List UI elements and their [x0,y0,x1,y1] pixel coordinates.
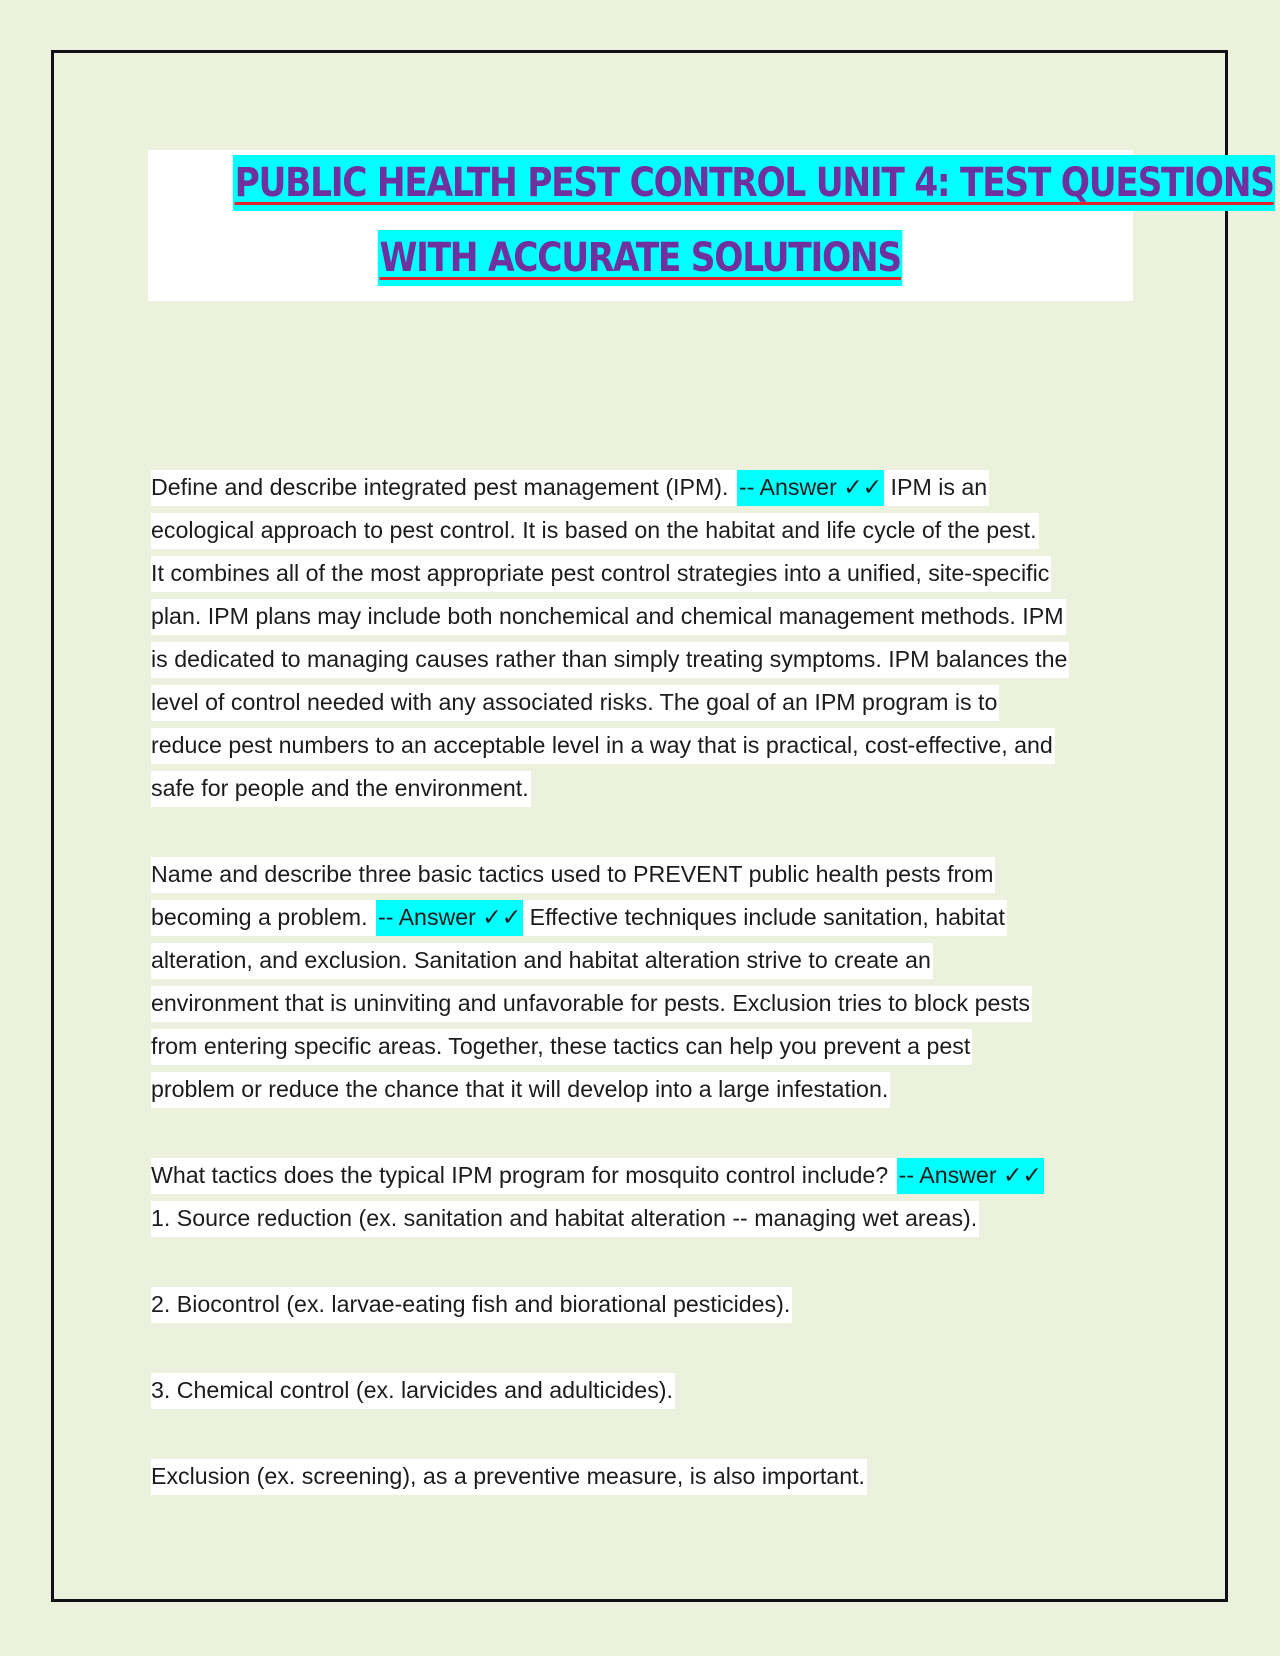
title-line-1 [148,154,1274,229]
q3-answer-note [151,1455,1136,1498]
q2-question-text: Name and describe three basic tactics used to PREVENT public health pests from [151,857,995,893]
q2-line-5 [151,1025,1136,1068]
question-3 [151,1154,1136,1240]
q2-answer-text: problem or reduce the chance that it will develop into a large infestation. [151,1072,890,1108]
q1-line-6 [151,681,1136,724]
q3-answer-text: 2. Biocontrol (ex. larvae-eating fish and biorational pesticides). [151,1287,792,1323]
question-1 [151,466,1136,810]
q1-answer-text: plan. IPM plans may include both nonchemical and chemical management methods. IPM [151,599,1066,635]
q1-question-text: Define and describe integrated pest management (IPM). [151,470,737,506]
q3-line-1 [151,1154,1136,1197]
q2-line-1 [151,853,1136,896]
q1-answer-text: level of control needed with any associated risks. The goal of an IPM program is to [151,685,999,721]
q3-answer-text: 3. Chemical control (ex. larvicides and adulticides). [151,1373,675,1409]
q3-answer-item-3 [151,1369,1136,1412]
q1-line-5 [151,638,1136,681]
q2-line-3 [151,939,1136,982]
q3-answer-text: Exclusion (ex. screening), as a preventive measure, is also important. [151,1459,867,1495]
q1-line-3 [151,552,1136,595]
q2-answer-text: alteration, and exclusion. Sanitation and habitat alteration strive to create an [151,943,933,979]
q1-answer-start: IPM is an [884,470,989,506]
title-text-2: WITH ACCURATE SOLUTIONS [378,230,903,286]
question-2 [151,853,1136,1111]
answer-tag: -- Answer ✓✓ [737,470,884,506]
q2-line-4 [151,982,1136,1025]
q1-answer-text: is dedicated to managing causes rather than simply treating symptoms. IPM balances the [151,642,1069,678]
q1-line-4 [151,595,1136,638]
q1-line-8 [151,767,1136,810]
q1-line-2 [151,509,1136,552]
document-body [151,466,1136,1541]
q3-question-text: What tactics does the typical IPM program for mosquito control include? [151,1158,897,1194]
q1-line-7 [151,724,1136,767]
q1-answer-text: ecological approach to pest control. It is based on the habitat and life cycle of the pest. [151,513,1039,549]
q2-question-text: becoming a problem. [151,900,376,936]
q1-answer-text: It combines all of the most appropriate pest control strategies into a unified, site-specific [151,556,1051,592]
answer-tag: -- Answer ✓✓ [897,1158,1044,1194]
q2-answer-text: environment that is uninviting and unfavorable for pests. Exclusion tries to block pests [151,986,1032,1022]
q1-line-1 [151,466,1136,509]
answer-tag: -- Answer ✓✓ [376,900,523,936]
q2-line-6 [151,1068,1136,1111]
title-text-1: PUBLIC HEALTH PEST CONTROL UNIT 4: TEST QUESTIONS [233,155,1276,211]
q3-answer-item-2 [151,1283,1136,1326]
q3-line-2 [151,1197,1136,1240]
q3-answer-item-1: 1. Source reduction (ex. sanitation and habitat alteration -- managing wet areas). [151,1201,979,1237]
document-title [148,150,1274,301]
q2-line-2 [151,896,1136,939]
q1-answer-text: reduce pest numbers to an acceptable level in a way that is practical, cost-effective, and [151,728,1055,764]
title-line-2 [148,229,1133,304]
q1-answer-text: safe for people and the environment. [151,771,531,807]
q2-answer-text: from entering specific areas. Together, these tactics can help you prevent a pest [151,1029,972,1065]
q2-answer-start: Effective techniques include sanitation, habitat [523,900,1007,936]
